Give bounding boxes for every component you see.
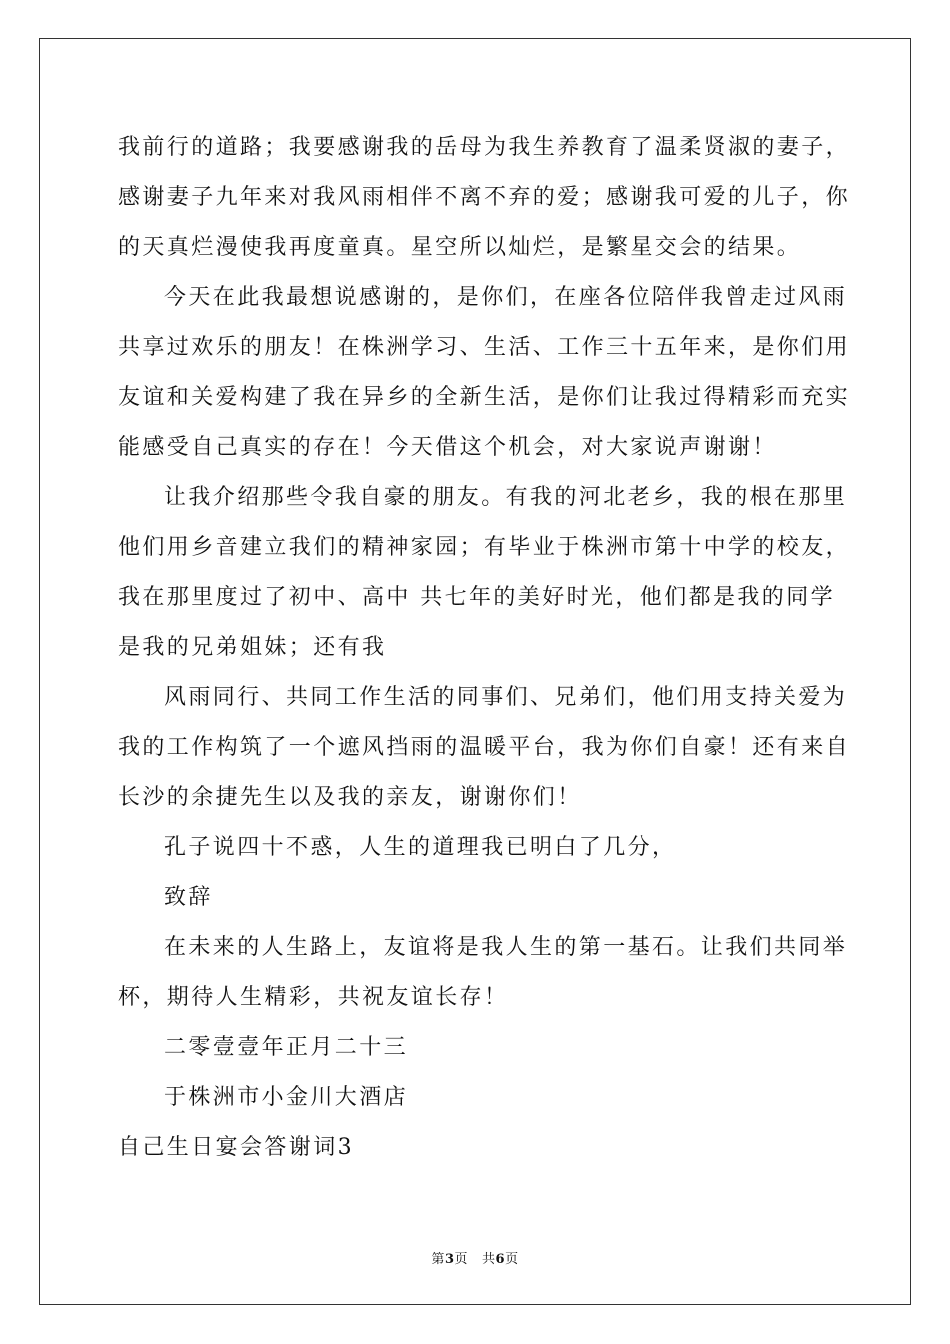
text-line: 我前行的道路；我要感谢我的岳母为我生养教育了温柔贤淑的妻子， [118,135,851,160]
text-line: 感谢妻子九年来对我风雨相伴不离不弃的爱；感谢我可爱的儿子，你 [118,185,851,210]
page-footer [0,1248,950,1267]
section-heading: 自己生日宴会答谢词3 [118,1135,354,1160]
total-prefix: 共 [482,1252,496,1267]
text-line: 他们用乡音建立我们的精神家园；有毕业于株洲市第十中学的校友， [118,535,851,560]
text-line: 我在那里度过了初中、高中 共七年的美好时光，他们都是我的同学 [118,585,835,610]
page-suffix: 页 [454,1252,468,1267]
text-line: 今天在此我最想说感谢的，是你们，在座各位陪伴我曾走过风雨 [164,285,848,310]
total-suffix: 页 [505,1252,519,1267]
text-line: 于株洲市小金川大酒店 [164,1085,409,1110]
text-line: 我的工作构筑了一个遮风挡雨的温暖平台，我为你们自豪！还有来自 [118,735,851,760]
text-line: 友谊和关爱构建了我在异乡的全新生活，是你们让我过得精彩而充实 [118,385,851,410]
text-line: 能感受自己真实的存在！今天借这个机会，对大家说声谢谢！ [118,435,777,460]
text-line: 风雨同行、共同工作生活的同事们、兄弟们，他们用支持关爱为 [164,685,848,710]
page-prefix: 第 [431,1252,445,1267]
text-line: 孔子说四十不惑，人生的道理我已明白了几分， [164,835,677,860]
text-line: 是我的兄弟姐妹；还有我 [118,635,387,660]
text-line: 在未来的人生路上，友谊将是我人生的第一基石。让我们共同举 [164,935,848,960]
text-line: 的天真烂漫使我再度童真。星空所以灿烂，是繁星交会的结果。 [118,235,802,260]
total-pages-number: 6 [495,1252,506,1267]
text-line: 二零壹壹年正月二十三 [164,1035,409,1060]
text-line: 共享过欢乐的朋友！在株洲学习、生活、工作三十五年来，是你们用 [118,335,851,360]
current-page-number: 3 [444,1252,455,1267]
text-line: 杯，期待人生精彩，共祝友谊长存！ [118,985,509,1010]
text-line: 让我介绍那些令我自豪的朋友。有我的河北老乡，我的根在那里 [164,485,848,510]
text-line: 长沙的余捷先生以及我的亲友，谢谢你们！ [118,785,582,810]
text-line: 致辞 [164,885,213,910]
